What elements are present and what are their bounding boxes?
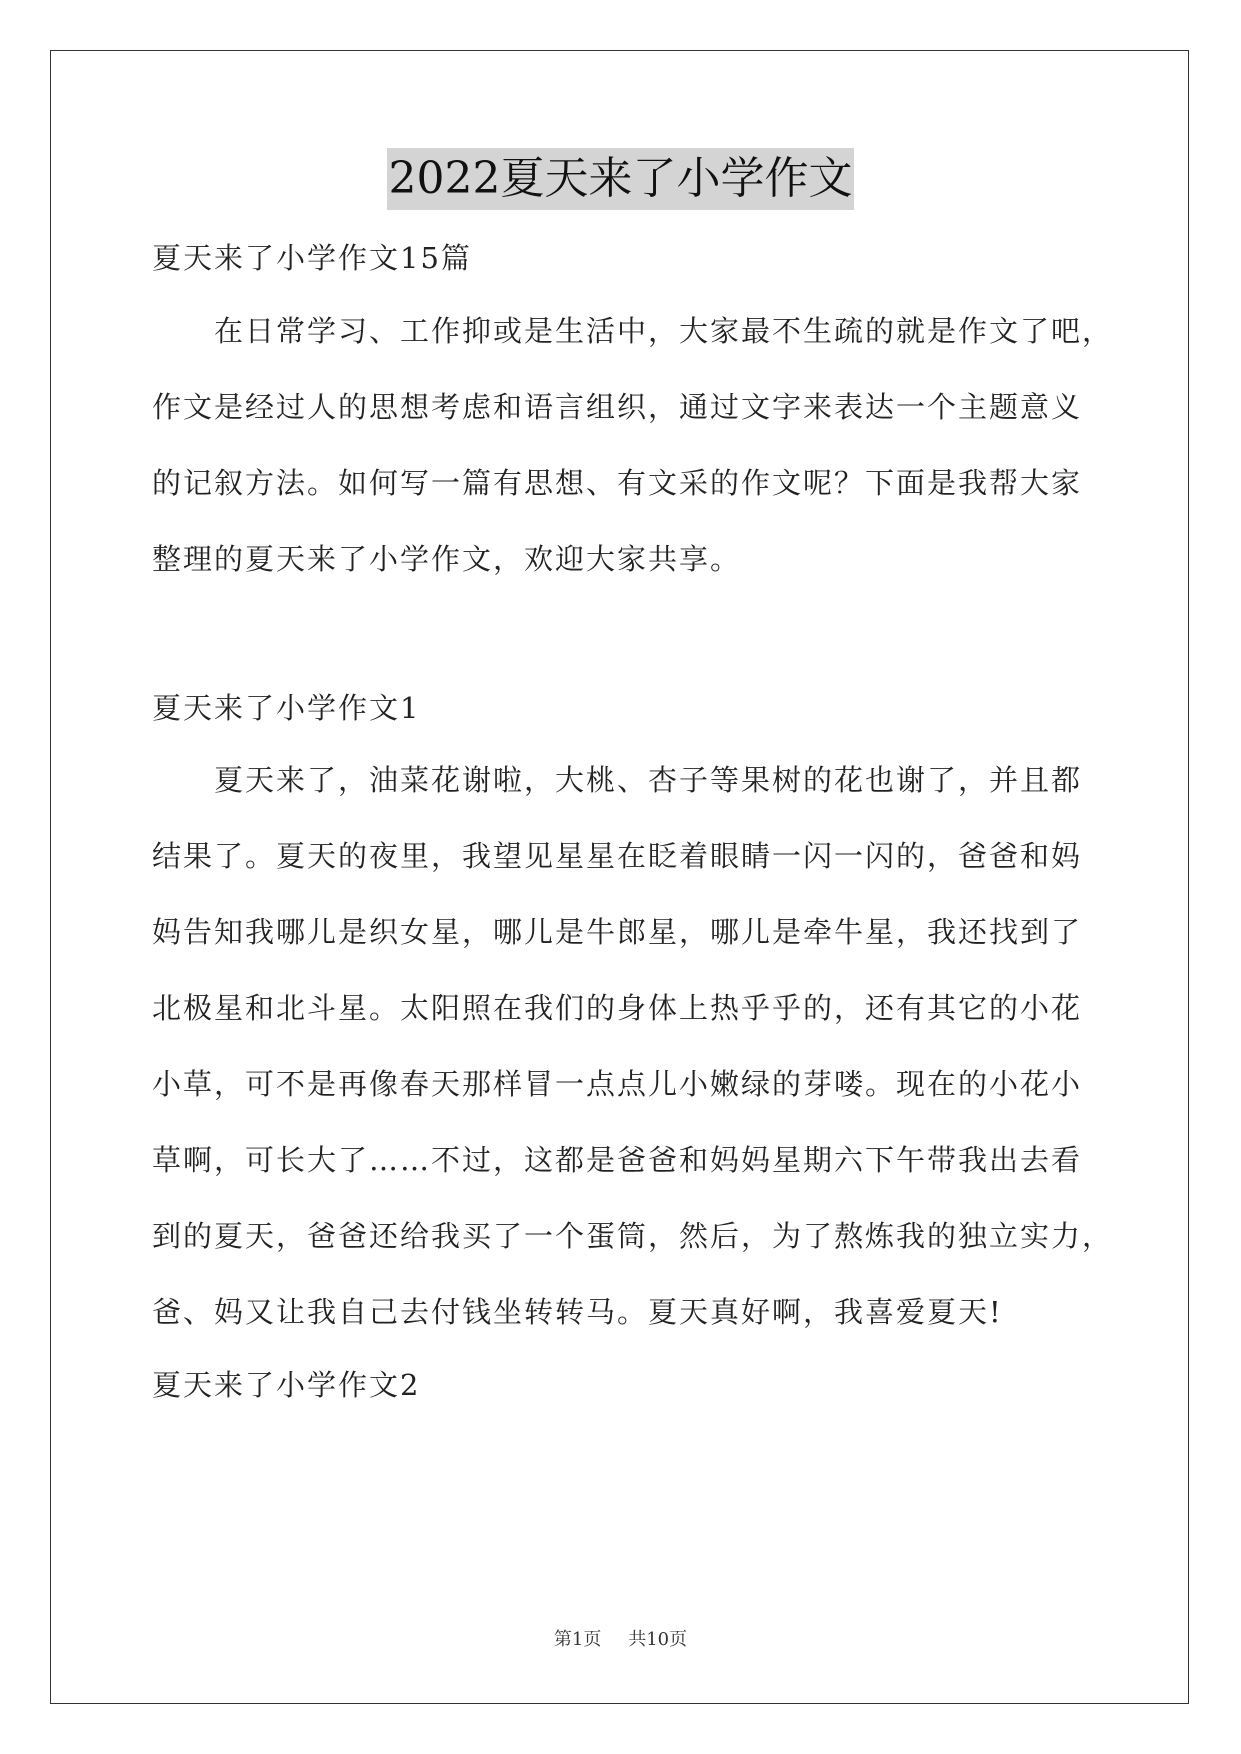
subtitle: 夏天来了小学作文15篇 bbox=[152, 241, 472, 275]
section1-line-7: 到的夏天，爸爸还给我买了一个蛋筒，然后，为了熬炼我的独立实力， bbox=[152, 1219, 1114, 1253]
intro-line-4: 整理的夏天来了小学作文，欢迎大家共享。 bbox=[152, 542, 742, 576]
section1-line-2: 结果了。夏天的夜里，我望见星星在眨着眼睛一闪一闪的，爸爸和妈 bbox=[152, 839, 1083, 873]
page-border bbox=[50, 50, 1189, 1704]
page-number: 第1页 bbox=[553, 1629, 602, 1650]
section1-line-5: 小草，可不是再像春天那样冒一点点儿小嫩绿的芽喽。现在的小花小 bbox=[152, 1067, 1083, 1101]
document-title bbox=[0, 148, 1241, 210]
section2-heading: 夏天来了小学作文2 bbox=[152, 1368, 421, 1402]
total-pages: 共10页 bbox=[628, 1629, 688, 1650]
document-title-text: 2022夏天来了小学作文 bbox=[387, 148, 855, 210]
section1-line-4: 北极星和北斗星。太阳照在我们的身体上热乎乎的，还有其它的小花 bbox=[152, 991, 1083, 1025]
section1-line-8: 爸、妈又让我自己去付钱坐转转马。夏天真好啊，我喜爱夏天! bbox=[152, 1295, 1003, 1329]
intro-line-3: 的记叙方法。如何写一篇有思想、有文采的作文呢？下面是我帮大家 bbox=[152, 466, 1083, 500]
section1-line-6: 草啊，可长大了……不过，这都是爸爸和妈妈星期六下午带我出去看 bbox=[152, 1143, 1083, 1177]
section1-line-1: 夏天来了，油菜花谢啦，大桃、杏子等果树的花也谢了，并且都 bbox=[214, 763, 1083, 797]
page-footer bbox=[0, 1625, 1241, 1651]
intro-line-2: 作文是经过人的思想考虑和语言组织，通过文字来表达一个主题意义 bbox=[152, 390, 1083, 424]
section1-heading: 夏天来了小学作文1 bbox=[152, 691, 421, 725]
intro-line-1: 在日常学习、工作抑或是生活中，大家最不生疏的就是作文了吧， bbox=[214, 314, 1114, 348]
section1-line-3: 妈告知我哪儿是织女星，哪儿是牛郎星，哪儿是牵牛星，我还找到了 bbox=[152, 915, 1083, 949]
